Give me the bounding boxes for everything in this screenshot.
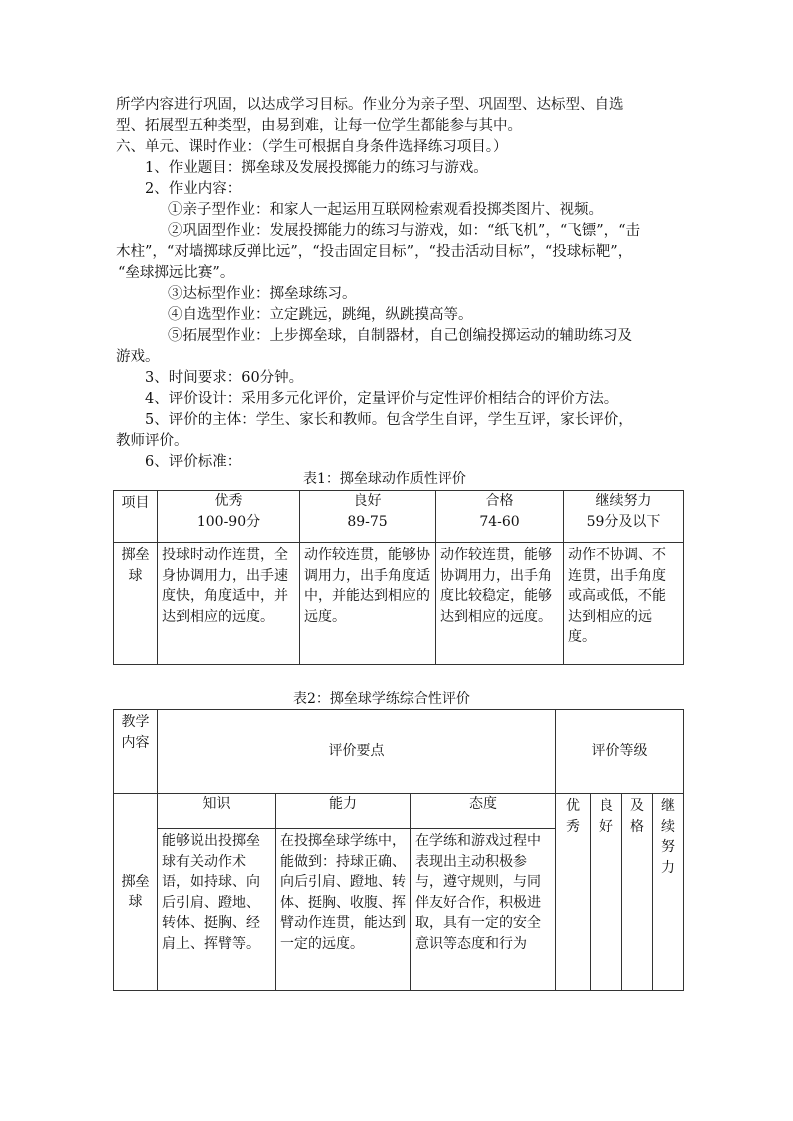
table2-caption: 表2：掷垒球学练综合性评价 (293, 691, 470, 707)
table2-cell-attitude: 在学练和游戏过程中表现出主动积极参与，遵守规则，与同伴友好合作，积极进取，具有一定的安全意识等态度和行为 (411, 829, 556, 991)
col-name: 优秀 (214, 493, 243, 509)
section-heading: 六、单元、课时作业：（学生可根据自身条件选择练习项目。） (116, 139, 508, 155)
table1-caption: 表1：掷垒球动作质性评价 (303, 471, 466, 487)
paragraph-line: 5、评价的主体：学生、家长和教师。包含学生自评，学生互评，家长评价， (145, 412, 633, 428)
table1-cell: 投球时动作连贯，全身协调用力，出手速度快，角度适中，并达到相应的远度。 (158, 543, 300, 665)
col-range: 100-90分 (196, 513, 261, 530)
table1-col-header (436, 491, 564, 543)
paragraph-line: “垒球掷远比赛”。 (118, 265, 235, 281)
col-range: 89-75 (347, 513, 388, 530)
table1-row-item: 掷垒球 (114, 543, 158, 665)
table1 (113, 490, 684, 665)
paragraph-line: 2、作业内容： (145, 181, 242, 197)
col-range: 59分及以下 (586, 513, 661, 530)
table2 (113, 709, 684, 991)
table2-row-item: 掷垒球 (114, 794, 158, 991)
paragraph-line: 1、作业题目：掷垒球及发展投掷能力的练习与游戏。 (145, 160, 488, 176)
table1-col-header (158, 491, 300, 543)
table1-cell: 动作不协调、不连贯，出手角度或高或低，不能达到相应的远度。 (564, 543, 684, 665)
table2-header-row (114, 710, 684, 794)
table2-cell-knowledge: 能够说出投掷垒球有关动作术语，如持球、向后引肩、蹬地、转体、挺胸、经肩上、挥臂等。 (158, 829, 276, 991)
table2-level-header: 评价等级 (556, 710, 684, 794)
paragraph-line: 游戏。 (116, 349, 160, 365)
table2-level: 优秀 (556, 794, 591, 991)
table1-data-row (114, 543, 684, 665)
paragraph-line: ①亲子型作业：和家人一起运用互联网检索观看投掷类图片、视频。 (168, 202, 603, 218)
table1-cell: 动作较连贯，能够协调用力，出手角度适中，并能达到相应的远度。 (300, 543, 436, 665)
col-range: 74-60 (479, 513, 520, 530)
table2-subheader: 能力 (276, 794, 411, 829)
table1-item-header: 项目 (114, 491, 158, 543)
table1-cell: 动作较连贯，能够协调用力，出手角度比较稳定，能够达到相应的远度。 (436, 543, 564, 665)
paragraph-line: ③达标型作业：掷垒球练习。 (168, 286, 357, 302)
col-name: 良好 (353, 493, 382, 509)
table2-cell-ability: 在投掷垒球学练中，能做到：持球正确、向后引肩、蹬地、转体、挺胸、收腹、挥臂动作连贯，能达到一定的远度。 (276, 829, 411, 991)
paragraph-line: ⑤拓展型作业：上步掷垒球，自制器材，自己创编投掷运动的辅助练习及 (168, 328, 632, 344)
paragraph-line: 6、评价标准： (145, 454, 242, 470)
paragraph-line: ④自选型作业：立定跳远，跳绳，纵跳摸高等。 (168, 307, 473, 323)
table2-level: 及格 (622, 794, 653, 991)
table2-subheader: 知识 (158, 794, 276, 829)
table2-subheader-row (114, 794, 684, 829)
table1-col-header (300, 491, 436, 543)
table1-header-row (114, 491, 684, 543)
table1-col-header (564, 491, 684, 543)
paragraph-line: 木柱”，“对墙掷球反弹比远”，“投击固定目标”，“投击活动目标”，“投球标靶”， (116, 244, 633, 260)
paragraph-line: 教师评价。 (116, 433, 189, 449)
table2-content-header: 教学内容 (114, 710, 158, 794)
table2-level: 继续努力 (653, 794, 684, 991)
col-name: 合格 (485, 493, 514, 509)
paragraph-line: 3、时间要求：60分钟。 (145, 370, 304, 386)
table2-points-header: 评价要点 (158, 710, 556, 794)
col-name: 继续努力 (595, 493, 652, 509)
paragraph-line: ②巩固型作业：发展投掷能力的练习与游戏，如：“纸飞机”，“飞镖”，“击 (168, 223, 641, 239)
paragraph-line: 所学内容进行巩固，以达成学习目标。作业分为亲子型、巩固型、达标型、自选 (116, 97, 624, 113)
table2-subheader: 态度 (411, 794, 556, 829)
paragraph-line: 型、拓展型五种类型，由易到难，让每一位学生都能参与其中。 (116, 118, 522, 134)
paragraph-line: 4、评价设计：采用多元化评价，定量评价与定性评价相结合的评价方法。 (145, 391, 619, 407)
table2-level: 良好 (591, 794, 622, 991)
